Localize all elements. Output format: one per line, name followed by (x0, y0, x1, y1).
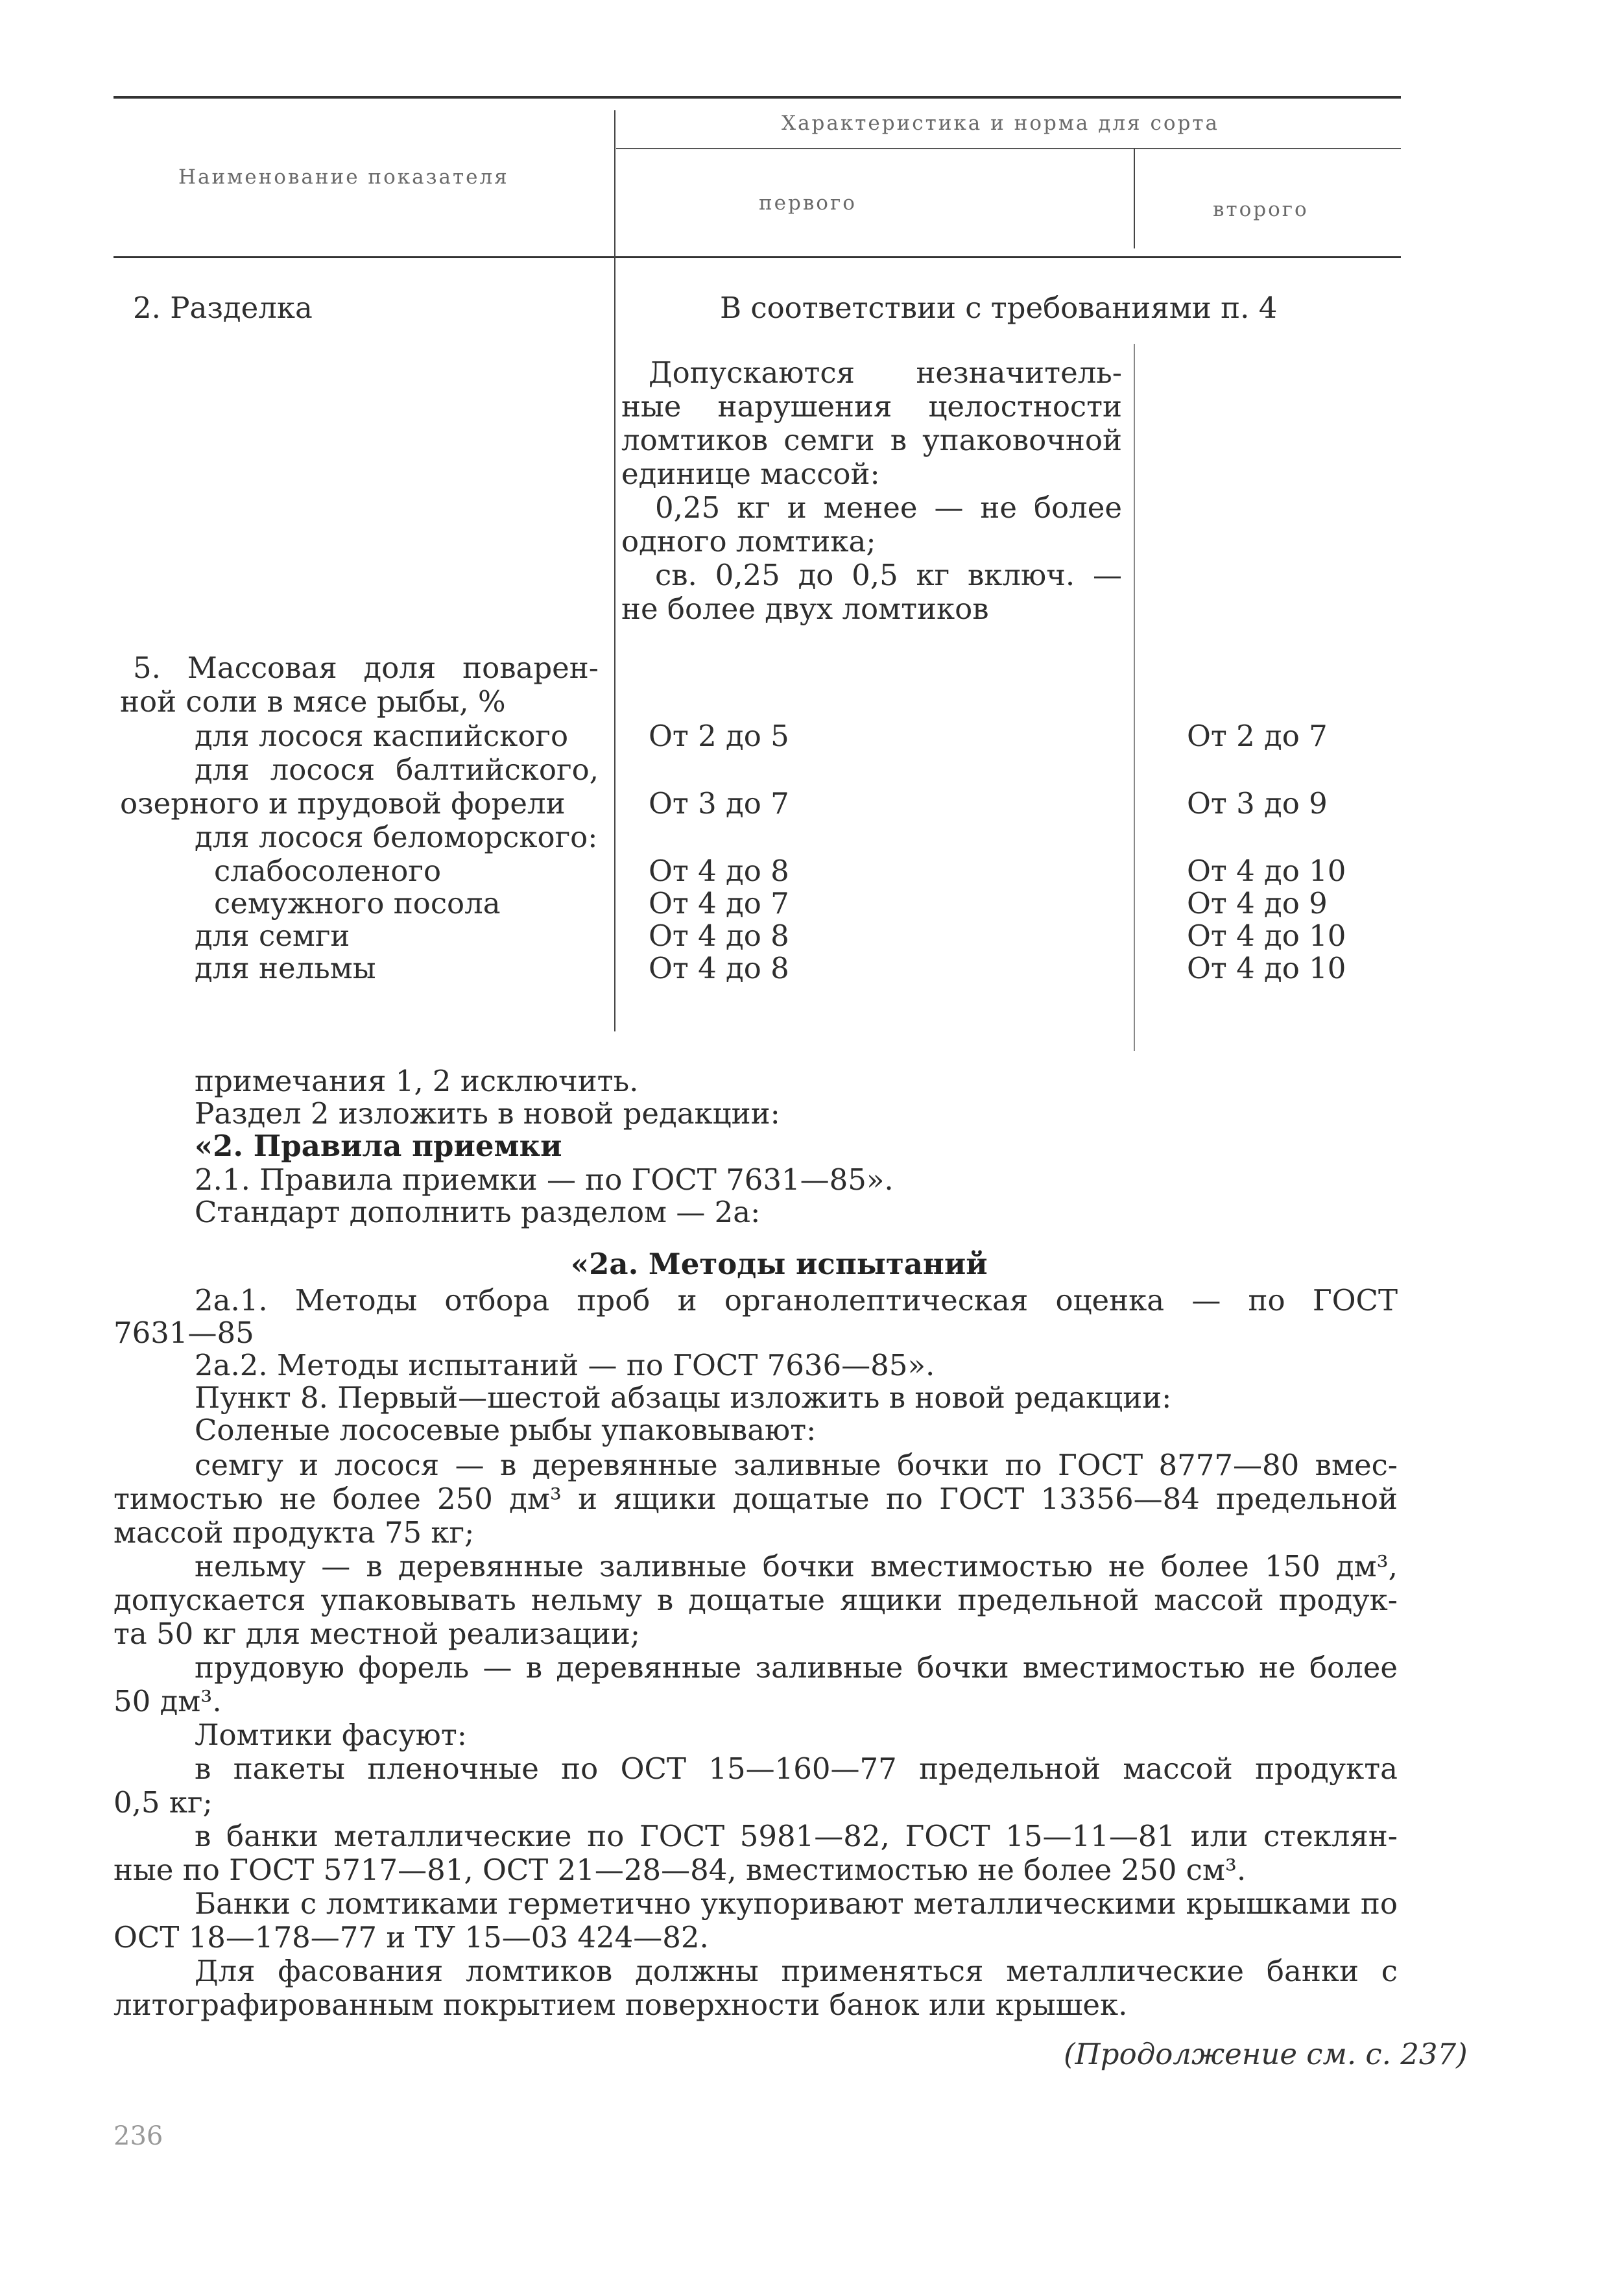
text-sealing-line1: Банки с ломтиками герметично укупоривают металлическими крышками по (195, 1886, 1398, 1921)
table-group-rule (616, 148, 1401, 149)
lomtiki-note-line-6: одного ломтика; (621, 524, 876, 559)
text-film-bags-line1: в пакеты пленочные по ОСТ 15—160—77 предельной массой продукта (195, 1751, 1398, 1786)
salt-item-first: От 4 до 8 (649, 919, 789, 953)
text-trout-line1: прудовую форель — в деревянные заливные бочки вместимостью не более (195, 1650, 1398, 1685)
text-semga-line3: массой продукта 75 кг; (113, 1515, 475, 1550)
salt-item-label: слабосоленого (214, 854, 442, 888)
text-slices-packed: Ломтики фасуют: (195, 1718, 467, 1752)
table-top-rule (113, 96, 1401, 99)
salt-item-first: От 4 до 8 (649, 951, 789, 985)
header-first-grade: первого (759, 191, 857, 215)
text-litho-line1: Для фасования ломтиков должны применяться металлические банки с (195, 1954, 1398, 1988)
lomtiki-note-line-4: единице массой: (621, 457, 880, 491)
salt-item-second: От 4 до 9 (1187, 886, 1328, 920)
text-litho-line2: литографированным покрытием поверхности банок или крышек. (113, 1988, 1128, 2022)
text-rule-2-1: 2.1. Правила приемки — по ГОСТ 7631—85». (195, 1162, 894, 1197)
row-razdelka-label: 2. Разделка (133, 291, 313, 325)
text-film-bags-line2: 0,5 кг; (113, 1785, 213, 1820)
lomtiki-note-line-3: ломтиков семги в упаковочной (621, 423, 1122, 457)
salt-item-first: От 4 до 8 (649, 854, 789, 888)
text-2a1-line2: 7631—85 (113, 1316, 254, 1350)
text-nelma-line1: нельму — в деревянные заливные бочки вместимостью не более 150 дм³, (195, 1549, 1398, 1583)
header-second-grade: второго (1213, 198, 1309, 221)
text-packing-intro: Соленые лососевые рыбы упаковывают: (195, 1413, 817, 1447)
text-semga-line2: тимостью не более 250 дм³ и ящики дощатые по ГОСТ 13356—84 предельной (113, 1482, 1398, 1516)
salt-item-label: для лосося балтийского, (195, 752, 599, 787)
salt-item-label: для лосося каспийского (195, 719, 569, 753)
text-notes-exclude: примечания 1, 2 исключить. (195, 1064, 639, 1098)
lomtiki-note-line-8: не более двух ломтиков (621, 592, 989, 626)
text-semga-line1: семгу и лосося — в деревянные заливные бочки по ГОСТ 8777—80 вмес- (195, 1448, 1398, 1482)
salt-item-second: От 4 до 10 (1187, 854, 1346, 888)
salt-item-label: семужного посола (214, 886, 501, 920)
text-section2-new-edition: Раздел 2 изложить в новой редакции: (195, 1096, 780, 1131)
salt-item-second: От 3 до 9 (1187, 786, 1328, 821)
lomtiki-note-line-2: ные нарушения целостности (621, 389, 1122, 424)
table-header-bottom-rule (113, 256, 1401, 258)
salt-item-label: для семги (195, 919, 350, 953)
text-2a1-line1: 2а.1. Методы отбора проб и органолептическая оценка — по ГОСТ (195, 1283, 1398, 1317)
row-salt-label-2: ной соли в мясе рыбы, % (120, 684, 506, 719)
continuation-note: (Продолжение см. с. 237) (1064, 2037, 1468, 2071)
text-nelma-line3: та 50 кг для местной реализации; (113, 1617, 640, 1651)
text-add-section-2a: Стандарт дополнить разделом — 2а: (195, 1195, 761, 1229)
row-razdelka-value: В соответствии с требованиями п. 4 (720, 291, 1278, 325)
text-cans-line1: в банки металлические по ГОСТ 5981—82, ГОСТ 15—11—81 или стеклян- (195, 1819, 1398, 1853)
lomtiki-note-line-1: Допускаются незначитель- (649, 355, 1122, 390)
salt-item-label: для нельмы (195, 951, 376, 985)
header-indicator-name: Наименование показателя (178, 165, 509, 189)
row-salt-label-1: 5. Массовая доля поварен- (133, 651, 599, 685)
page-number: 236 (113, 2121, 163, 2151)
salt-item-first: От 4 до 7 (649, 886, 789, 920)
salt-item-first: От 2 до 5 (649, 719, 789, 753)
salt-item-second: От 2 до 7 (1187, 719, 1328, 753)
table-divider-second-body (1134, 344, 1135, 1051)
text-trout-line2: 50 дм³. (113, 1684, 222, 1718)
salt-item-second: От 4 до 10 (1187, 919, 1346, 953)
header-characteristic-group: Характеристика и норма для сорта (782, 112, 1219, 135)
table-divider-main (614, 110, 615, 1031)
table-divider-second-header (1134, 148, 1135, 248)
salt-item-second: От 4 до 10 (1187, 951, 1346, 985)
salt-item-first: От 3 до 7 (649, 786, 789, 821)
lomtiki-note-line-5: 0,25 кг и менее — не более (655, 490, 1122, 525)
text-clause-8: Пункт 8. Первый—шестой абзацы изложить в новой редакции: (195, 1380, 1172, 1415)
text-2a2: 2а.2. Методы испытаний — по ГОСТ 7636—85». (195, 1348, 935, 1382)
text-cans-line2: ные по ГОСТ 5717—81, ОСТ 21—28—84, вместимостью не более 250 см³. (113, 1853, 1247, 1887)
heading-acceptance-rules: «2. Правила приемки (195, 1129, 562, 1163)
lomtiki-note-line-7: св. 0,25 до 0,5 кг включ. — (655, 558, 1122, 592)
text-sealing-line2: ОСТ 18—178—77 и ТУ 15—03 424—82. (113, 1920, 709, 1955)
salt-item-label: для лосося беломорского: (195, 820, 598, 854)
heading-test-methods: «2а. Методы испытаний (571, 1247, 988, 1281)
salt-item-label: озерного и прудовой форели (120, 786, 566, 821)
text-nelma-line2: допускается упаковывать нельму в дощатые ящики предельной массой продук- (113, 1583, 1398, 1617)
